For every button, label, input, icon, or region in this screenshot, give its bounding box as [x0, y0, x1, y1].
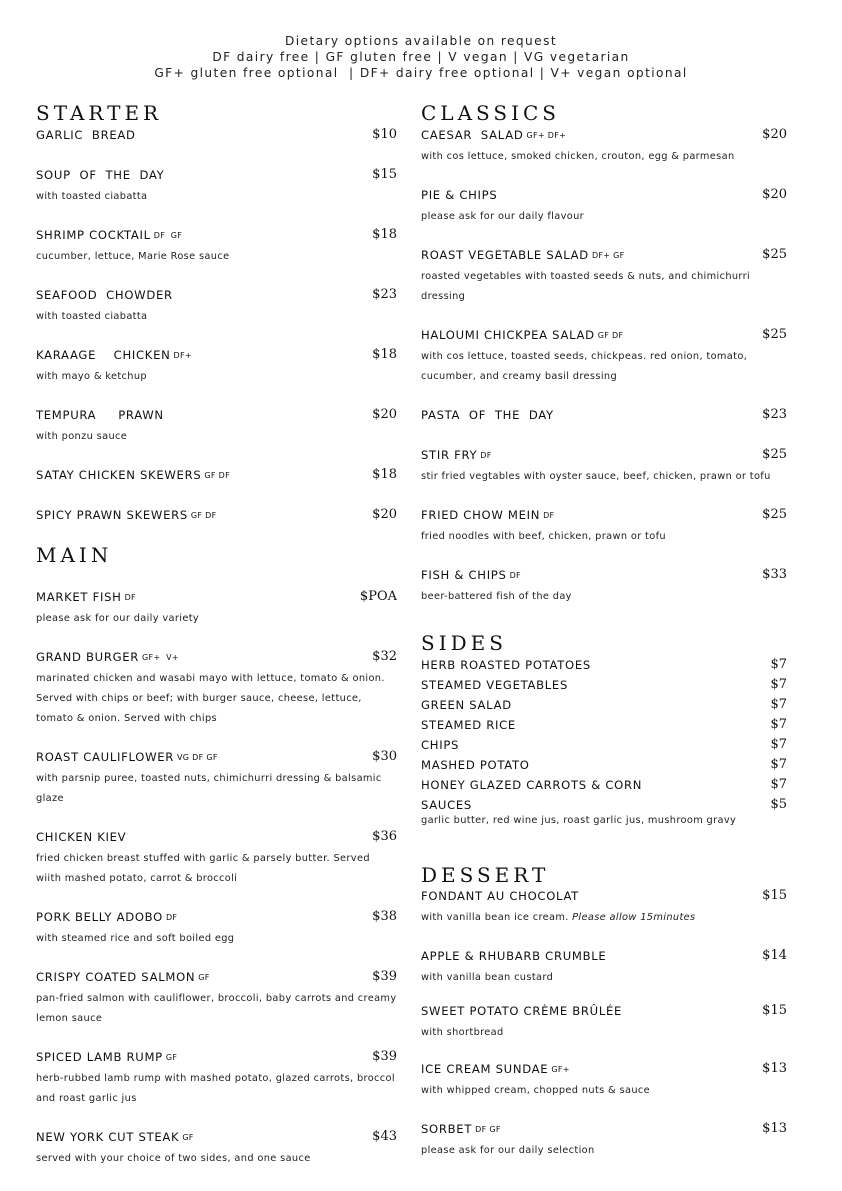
item-description: [421, 908, 787, 928]
dietary-tag: DF GF: [153, 231, 183, 240]
item-description: [421, 968, 787, 988]
item-description-text: with steamed rice and soft boiled egg: [36, 933, 235, 944]
item-description: [36, 367, 397, 387]
side-price: $7: [770, 737, 787, 752]
item-description: [36, 1149, 397, 1169]
side-item: [421, 655, 787, 675]
side-price: $7: [770, 777, 787, 792]
item-description: [36, 989, 397, 1029]
item-price: $14: [762, 948, 787, 963]
menu-item: [421, 1121, 787, 1161]
item-description-text: cucumber, lettuce, Marie Rose sauce: [36, 251, 230, 262]
item-name: [36, 467, 230, 484]
item-description: [421, 587, 787, 607]
side-name: HERB ROASTED POTATOES: [421, 658, 591, 672]
item-price: $23: [372, 287, 397, 302]
item-name: [421, 407, 554, 423]
item-price: $18: [372, 227, 397, 242]
item-description-text: with vanilla bean custard: [421, 972, 554, 983]
item-description-text: with mayo & ketchup: [36, 371, 147, 382]
item-name-text: STIR FRY: [421, 448, 478, 462]
side-price: $7: [770, 717, 787, 732]
side-name: STEAMED VEGETABLES: [421, 678, 569, 692]
item-description-text: please ask for our daily variety: [36, 613, 200, 624]
item-name-text: ROAST VEGETABLE SALAD: [421, 248, 589, 262]
section-title-classics: CLASSICS: [421, 101, 560, 125]
item-name-text: CHICKEN KIEV: [36, 830, 127, 844]
item-price: $15: [762, 888, 787, 903]
item-name: [36, 1129, 194, 1146]
item-name-text: SPICY PRAWN SKEWERS: [36, 508, 188, 522]
item-description: [36, 247, 397, 267]
dietary-tag: VG DF GF: [177, 753, 218, 762]
dietary-tag: GF DF: [204, 471, 230, 480]
item-name-text: FONDANT AU CHOCOLAT: [421, 889, 579, 903]
item-note: Please allow 15minutes: [572, 912, 696, 923]
item-name-text: PIE & CHIPS: [421, 188, 498, 202]
item-description: [36, 187, 397, 207]
item-description-text: with toasted ciabatta: [36, 311, 148, 322]
side-price: $7: [770, 697, 787, 712]
side-item: [421, 735, 787, 755]
item-price: $36: [372, 829, 397, 844]
item-name: [421, 247, 625, 264]
item-description-text: served with your choice of two sides, and one sauce: [36, 1153, 311, 1164]
menu-item: [421, 888, 787, 928]
item-name: [421, 888, 579, 904]
item-name-text: SWEET POTATO CRÈME BRÛLÉE: [421, 1004, 623, 1018]
menu-item: [421, 407, 787, 423]
item-price: $25: [762, 247, 787, 262]
item-description: [421, 147, 787, 167]
item-name: [421, 567, 521, 584]
item-description-text: with whipped cream, chopped nuts & sauce: [421, 1085, 650, 1096]
menu-item: [421, 127, 787, 167]
dietary-tag: GF: [165, 1053, 178, 1062]
item-description: [421, 467, 787, 487]
item-name-text: CAESAR SALAD: [421, 128, 524, 142]
item-description: [36, 307, 397, 327]
side-name: SAUCES: [421, 798, 472, 812]
item-price: $POA: [359, 589, 397, 604]
item-description: [421, 1081, 787, 1101]
section-title-sides: SIDES: [421, 631, 507, 655]
item-name: [36, 589, 136, 606]
item-description: [36, 769, 397, 809]
item-name: [36, 407, 164, 423]
menu-item: [36, 467, 397, 483]
side-item: [421, 695, 787, 715]
item-name-text: GRAND BURGER: [36, 650, 140, 664]
item-price: $43: [372, 1129, 397, 1144]
item-name-text: SHRIMP COCKTAIL: [36, 228, 151, 242]
item-price: $23: [762, 407, 787, 422]
item-description: [421, 347, 787, 387]
item-name: [36, 969, 210, 986]
item-name-text: CRISPY COATED SALMON: [36, 970, 196, 984]
item-name-text: NEW YORK CUT STEAK: [36, 1130, 180, 1144]
item-name: [36, 127, 136, 143]
dietary-tag: GF: [198, 973, 210, 982]
menu-item: [421, 187, 787, 227]
dietary-tag: GF+: [551, 1065, 570, 1074]
item-price: $13: [762, 1121, 787, 1136]
dietary-tag: GF+ V+: [142, 653, 179, 662]
item-name-text: APPLE & RHUBARB CRUMBLE: [421, 949, 607, 963]
item-price: $25: [762, 327, 787, 342]
item-description-text: with cos lettuce, smoked chicken, crouton, egg & parmesan: [421, 151, 735, 162]
sides-list: [421, 655, 787, 815]
item-name: [421, 507, 554, 524]
item-price: $25: [762, 507, 787, 522]
item-name-text: HALOUMI CHICKPEA SALAD: [421, 328, 595, 342]
menu-item: [36, 287, 397, 327]
item-description-text: with cos lettuce, toasted seeds, chickpeas. red onion, tomato, cucumber, and creamy basil dressing: [421, 351, 748, 382]
item-price: $20: [762, 127, 787, 142]
dietary-tag: GF: [182, 1133, 194, 1142]
item-description-text: beer-battered fish of the day: [421, 591, 572, 602]
item-name-text: SORBET: [421, 1122, 473, 1136]
menu-item: [36, 1129, 397, 1169]
menu-item: [36, 969, 397, 1029]
item-name-text: ROAST CAULIFLOWER: [36, 750, 175, 764]
item-name: [421, 1061, 570, 1078]
item-description-text: roasted vegetables with toasted seeds & nuts, and chimichurri dressing: [421, 271, 751, 302]
item-description: [36, 427, 397, 447]
item-description: [421, 1023, 787, 1043]
item-price: $39: [372, 969, 397, 984]
item-description-text: please ask for our daily flavour: [421, 211, 585, 222]
menu-item: [36, 127, 397, 143]
item-description: [36, 609, 397, 629]
dietary-tag: DF: [124, 593, 136, 602]
side-name: CHIPS: [421, 738, 460, 752]
dietary-tag: GF DF: [190, 511, 217, 520]
item-description: [36, 929, 397, 949]
side-item: [421, 715, 787, 735]
item-name: [421, 447, 492, 464]
menu-item: [421, 1003, 787, 1043]
item-name: [36, 1049, 177, 1066]
dietary-line-3: GF+ gluten free optional | DF+ dairy free optional | V+ vegan optional: [154, 66, 688, 81]
item-name-text: KARAAGE CHICKEN: [36, 348, 171, 362]
item-name-text: ICE CREAM SUNDAE: [421, 1062, 549, 1076]
side-name: GREEN SALAD: [421, 698, 512, 712]
side-item: [421, 675, 787, 695]
item-name: [421, 1003, 622, 1019]
section-title-main: MAIN: [36, 543, 113, 567]
item-name: [36, 649, 179, 666]
menu-item: [421, 447, 787, 487]
menu-item: [421, 948, 787, 988]
menu-item: [36, 347, 397, 387]
menu-item: [421, 507, 787, 547]
menu-item: [36, 749, 397, 809]
menu-item: [421, 327, 787, 387]
side-price: $7: [770, 677, 787, 692]
item-price: $18: [372, 467, 397, 482]
dietary-tag: DF: [165, 913, 178, 922]
side-item: [421, 775, 787, 795]
side-price: $7: [770, 657, 787, 672]
item-name: [421, 327, 623, 344]
section-title-dessert: DESSERT: [421, 863, 550, 887]
item-description: [421, 207, 787, 227]
item-price: $10: [372, 127, 397, 142]
item-price: $30: [372, 749, 397, 764]
dietary-tag: DF: [480, 451, 492, 460]
item-description-text: pan-fried salmon with cauliflower, broccoli, baby carrots and creamy lemon sauce: [36, 993, 397, 1024]
item-description-text: herb-rubbed lamb rump with mashed potato, glazed carrots, broccol and roast garlic jus: [36, 1073, 395, 1104]
item-description-text: with parsnip puree, toasted nuts, chimichurri dressing & balsamic glaze: [36, 773, 382, 804]
dietary-tag: DF: [543, 511, 555, 520]
side-name: STEAMED RICE: [421, 718, 516, 732]
item-price: $18: [372, 347, 397, 362]
item-name-text: GARLIC BREAD: [36, 128, 136, 142]
sauces-description: garlic butter, red wine jus, roast garlic jus, mushroom gravy: [421, 815, 737, 826]
item-name: [36, 829, 126, 845]
item-name: [36, 227, 182, 244]
dietary-tag: DF GF: [475, 1125, 501, 1134]
item-description: [36, 669, 397, 729]
side-price: $7: [770, 757, 787, 772]
item-price: $25: [762, 447, 787, 462]
item-price: $33: [762, 567, 787, 582]
side-price: $5: [770, 797, 787, 812]
menu-item: [36, 227, 397, 267]
menu-item: [421, 1061, 787, 1101]
item-name: [421, 948, 606, 964]
item-name-text: PASTA OF THE DAY: [421, 408, 554, 422]
item-price: $39: [372, 1049, 397, 1064]
dietary-tag: GF DF: [597, 331, 624, 340]
dietary-line-1: Dietary options available on request: [284, 34, 558, 48]
item-name: [36, 347, 192, 364]
item-price: $32: [372, 649, 397, 664]
item-name-text: SOUP OF THE DAY: [36, 168, 165, 182]
item-name-text: FISH & CHIPS: [421, 568, 507, 582]
side-item: [421, 755, 787, 775]
menu-item: [36, 407, 397, 447]
side-name: MASHED POTATO: [421, 758, 530, 772]
menu-item: [36, 1049, 397, 1109]
item-name-text: SPICED LAMB RUMP: [36, 1050, 163, 1064]
item-name-text: SEAFOOD CHOWDER: [36, 288, 173, 302]
menu-item: [36, 829, 397, 889]
item-description-text: fried chicken breast stuffed with garlic & parsely butter. Served wiith mashed potato, carrot & broccoli: [36, 853, 370, 884]
item-description: [36, 849, 397, 889]
menu-item: [36, 167, 397, 207]
menu-item: [421, 247, 787, 307]
item-price: $13: [762, 1061, 787, 1076]
item-description-text: with ponzu sauce: [36, 431, 128, 442]
item-price: $38: [372, 909, 397, 924]
item-name: [36, 909, 177, 926]
item-name: [421, 1121, 501, 1138]
item-description: [36, 1069, 397, 1109]
dietary-header: [0, 33, 842, 82]
item-name: [36, 167, 164, 183]
item-description-text: with shortbread: [421, 1027, 504, 1038]
item-name: [421, 187, 497, 203]
item-name-text: MARKET FISH: [36, 590, 122, 604]
menu-item: [421, 567, 787, 607]
dietary-tag: DF+: [173, 351, 192, 360]
item-description: [421, 527, 787, 547]
item-description-text: please ask for our daily selection: [421, 1145, 595, 1156]
dietary-tag: DF: [509, 571, 521, 580]
dietary-tag: DF+ GF: [591, 251, 625, 260]
item-description-text: with vanilla bean ice cream.: [421, 912, 569, 923]
item-description: [421, 1141, 787, 1161]
item-price: $15: [372, 167, 397, 182]
menu-item: [36, 909, 397, 949]
item-price: $15: [762, 1003, 787, 1018]
item-name-text: PORK BELLY ADOBO: [36, 910, 163, 924]
item-description: [421, 267, 787, 307]
item-name-text: FRIED CHOW MEIN: [421, 508, 541, 522]
item-name: [36, 287, 173, 303]
item-description-text: marinated chicken and wasabi mayo with lettuce, tomato & onion. Served with chips or beef; with burger sauce, cheese, lettuce, tomato & onion. Served with chips: [36, 673, 385, 724]
item-name: [421, 127, 566, 144]
dietary-tag: GF+ DF+: [526, 131, 567, 140]
item-description-text: stir fried vegtables with oyster sauce, beef, chicken, prawn or tofu: [421, 471, 771, 482]
item-price: $20: [372, 407, 397, 422]
menu-item: [36, 649, 397, 729]
side-name: HONEY GLAZED CARROTS & CORN: [421, 778, 643, 792]
item-price: $20: [372, 507, 397, 522]
dietary-line-2: DF dairy free | GF gluten free | V vegan | VG vegetarian: [212, 50, 630, 65]
menu-item: [36, 589, 397, 629]
item-name-text: SATAY CHICKEN SKEWERS: [36, 468, 202, 482]
item-description-text: with toasted ciabatta: [36, 191, 148, 202]
section-title-starter: STARTER: [36, 101, 163, 125]
item-description-text: fried noodles with beef, chicken, prawn or tofu: [421, 531, 666, 542]
menu-item: [36, 507, 397, 523]
item-name: [36, 749, 218, 766]
item-name-text: TEMPURA PRAWN: [36, 408, 164, 422]
item-price: $20: [762, 187, 787, 202]
item-name: [36, 507, 217, 524]
